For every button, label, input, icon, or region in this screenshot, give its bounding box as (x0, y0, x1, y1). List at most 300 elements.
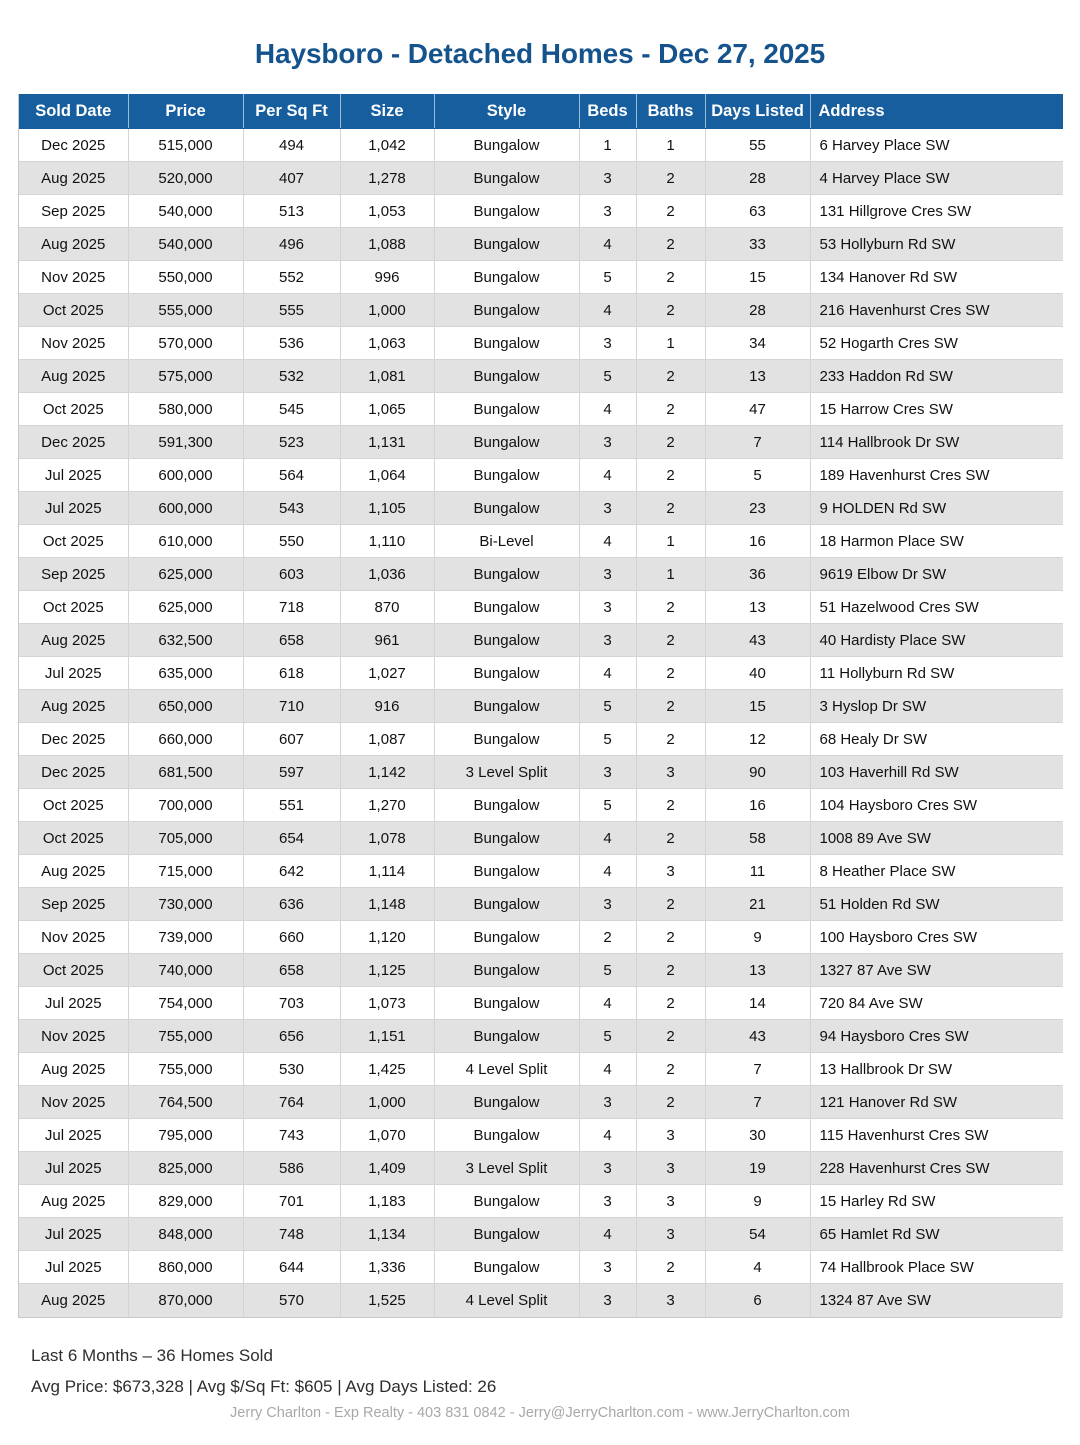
cell-style: Bungalow (434, 822, 579, 855)
cell-beds: 3 (579, 492, 636, 525)
table-row (19, 690, 1063, 723)
summary-averages: Avg Price: $673,328 | Avg $/Sq Ft: $605 | Avg Days Listed: 26 (31, 1376, 497, 1396)
cell-baths: 2 (636, 888, 705, 921)
cell-per_sq_ft: 636 (243, 888, 340, 921)
cell-per_sq_ft: 536 (243, 327, 340, 360)
cell-per_sq_ft: 564 (243, 459, 340, 492)
cell-style: Bungalow (434, 162, 579, 195)
cell-size: 1,087 (340, 723, 434, 756)
table-row (19, 1185, 1063, 1218)
table-row (19, 558, 1063, 591)
cell-size: 1,120 (340, 921, 434, 954)
cell-baths: 1 (636, 327, 705, 360)
cell-sold_date: Aug 2025 (19, 228, 128, 261)
cell-size: 1,036 (340, 558, 434, 591)
cell-style: Bungalow (434, 459, 579, 492)
cell-baths: 3 (636, 855, 705, 888)
cell-beds: 5 (579, 954, 636, 987)
cell-beds: 5 (579, 1020, 636, 1053)
cell-style: Bungalow (434, 1218, 579, 1251)
cell-beds: 4 (579, 228, 636, 261)
cell-beds: 4 (579, 1119, 636, 1152)
table-row (19, 822, 1063, 855)
table-row (19, 525, 1063, 558)
cell-per_sq_ft: 658 (243, 954, 340, 987)
cell-beds: 1 (579, 129, 636, 162)
cell-days_listed: 13 (705, 591, 810, 624)
cell-beds: 5 (579, 723, 636, 756)
cell-price: 860,000 (128, 1251, 243, 1284)
cell-address: 228 Havenhurst Cres SW (810, 1152, 1063, 1185)
cell-beds: 3 (579, 591, 636, 624)
cell-sold_date: Oct 2025 (19, 393, 128, 426)
cell-days_listed: 12 (705, 723, 810, 756)
cell-beds: 4 (579, 1053, 636, 1086)
cell-baths: 1 (636, 558, 705, 591)
table-row (19, 1119, 1063, 1152)
table-header-row (19, 94, 1063, 129)
cell-address: 13 Hallbrook Dr SW (810, 1053, 1063, 1086)
cell-baths: 2 (636, 1086, 705, 1119)
cell-baths: 3 (636, 1218, 705, 1251)
table-row (19, 888, 1063, 921)
cell-baths: 2 (636, 921, 705, 954)
cell-size: 1,425 (340, 1053, 434, 1086)
table-row (19, 162, 1063, 195)
column-header-size[interactable]: Size (340, 94, 434, 129)
cell-per_sq_ft: 618 (243, 657, 340, 690)
cell-price: 795,000 (128, 1119, 243, 1152)
cell-price: 829,000 (128, 1185, 243, 1218)
cell-style: Bungalow (434, 855, 579, 888)
cell-days_listed: 16 (705, 525, 810, 558)
table-row (19, 228, 1063, 261)
cell-size: 1,070 (340, 1119, 434, 1152)
cell-beds: 3 (579, 327, 636, 360)
table-row (19, 921, 1063, 954)
table-row (19, 294, 1063, 327)
cell-size: 1,064 (340, 459, 434, 492)
cell-style: Bungalow (434, 1251, 579, 1284)
cell-price: 520,000 (128, 162, 243, 195)
cell-style: Bungalow (434, 1020, 579, 1053)
column-header-per_sq_ft[interactable]: Per Sq Ft (243, 94, 340, 129)
cell-address: 68 Healy Dr SW (810, 723, 1063, 756)
cell-days_listed: 36 (705, 558, 810, 591)
table-row (19, 1284, 1063, 1317)
cell-baths: 2 (636, 393, 705, 426)
table-header (19, 94, 1063, 129)
cell-days_listed: 9 (705, 1185, 810, 1218)
table-row (19, 954, 1063, 987)
table-row (19, 129, 1063, 162)
cell-price: 700,000 (128, 789, 243, 822)
table-row (19, 459, 1063, 492)
report-page (0, 19, 1080, 1445)
cell-sold_date: Oct 2025 (19, 822, 128, 855)
table-row (19, 624, 1063, 657)
cell-address: 51 Holden Rd SW (810, 888, 1063, 921)
cell-days_listed: 5 (705, 459, 810, 492)
cell-per_sq_ft: 597 (243, 756, 340, 789)
cell-days_listed: 21 (705, 888, 810, 921)
cell-days_listed: 16 (705, 789, 810, 822)
cell-address: 216 Havenhurst Cres SW (810, 294, 1063, 327)
table-row (19, 327, 1063, 360)
cell-size: 1,183 (340, 1185, 434, 1218)
cell-sold_date: Aug 2025 (19, 690, 128, 723)
cell-sold_date: Oct 2025 (19, 294, 128, 327)
column-header-price[interactable]: Price (128, 94, 243, 129)
cell-baths: 2 (636, 459, 705, 492)
cell-sold_date: Dec 2025 (19, 756, 128, 789)
cell-size: 1,125 (340, 954, 434, 987)
cell-style: Bungalow (434, 261, 579, 294)
cell-address: 100 Haysboro Cres SW (810, 921, 1063, 954)
cell-sold_date: Aug 2025 (19, 1053, 128, 1086)
cell-beds: 5 (579, 360, 636, 393)
cell-baths: 2 (636, 690, 705, 723)
cell-price: 755,000 (128, 1020, 243, 1053)
cell-baths: 2 (636, 261, 705, 294)
cell-beds: 4 (579, 987, 636, 1020)
cell-price: 550,000 (128, 261, 243, 294)
cell-baths: 3 (636, 1185, 705, 1218)
cell-per_sq_ft: 603 (243, 558, 340, 591)
cell-days_listed: 7 (705, 1086, 810, 1119)
cell-price: 754,000 (128, 987, 243, 1020)
cell-style: Bungalow (434, 690, 579, 723)
cell-beds: 3 (579, 1086, 636, 1119)
cell-beds: 4 (579, 657, 636, 690)
cell-address: 1327 87 Ave SW (810, 954, 1063, 987)
cell-baths: 2 (636, 1020, 705, 1053)
cell-address: 4 Harvey Place SW (810, 162, 1063, 195)
cell-style: Bungalow (434, 954, 579, 987)
cell-sold_date: Jul 2025 (19, 1152, 128, 1185)
cell-days_listed: 15 (705, 261, 810, 294)
cell-address: 9 HOLDEN Rd SW (810, 492, 1063, 525)
cell-days_listed: 19 (705, 1152, 810, 1185)
column-header-style[interactable]: Style (434, 94, 579, 129)
cell-address: 233 Haddon Rd SW (810, 360, 1063, 393)
cell-address: 6 Harvey Place SW (810, 129, 1063, 162)
cell-beds: 3 (579, 756, 636, 789)
column-header-address[interactable]: Address (810, 94, 1063, 129)
cell-beds: 4 (579, 855, 636, 888)
cell-sold_date: Aug 2025 (19, 1185, 128, 1218)
cell-price: 715,000 (128, 855, 243, 888)
cell-size: 1,409 (340, 1152, 434, 1185)
table-row (19, 195, 1063, 228)
table-row (19, 360, 1063, 393)
cell-sold_date: Dec 2025 (19, 129, 128, 162)
cell-baths: 1 (636, 525, 705, 558)
cell-price: 755,000 (128, 1053, 243, 1086)
column-header-baths[interactable]: Baths (636, 94, 705, 129)
cell-style: Bungalow (434, 1086, 579, 1119)
cell-beds: 5 (579, 789, 636, 822)
cell-per_sq_ft: 494 (243, 129, 340, 162)
cell-baths: 2 (636, 294, 705, 327)
cell-beds: 3 (579, 624, 636, 657)
cell-style: Bungalow (434, 789, 579, 822)
cell-price: 632,500 (128, 624, 243, 657)
table-row (19, 657, 1063, 690)
cell-style: Bungalow (434, 987, 579, 1020)
cell-style: Bungalow (434, 921, 579, 954)
cell-address: 114 Hallbrook Dr SW (810, 426, 1063, 459)
cell-size: 1,110 (340, 525, 434, 558)
table-row (19, 789, 1063, 822)
cell-baths: 3 (636, 1152, 705, 1185)
cell-per_sq_ft: 543 (243, 492, 340, 525)
cell-address: 1324 87 Ave SW (810, 1284, 1063, 1317)
cell-days_listed: 9 (705, 921, 810, 954)
cell-per_sq_ft: 748 (243, 1218, 340, 1251)
cell-style: 3 Level Split (434, 1152, 579, 1185)
cell-price: 591,300 (128, 426, 243, 459)
cell-baths: 2 (636, 1053, 705, 1086)
cell-price: 705,000 (128, 822, 243, 855)
cell-days_listed: 43 (705, 1020, 810, 1053)
cell-days_listed: 13 (705, 360, 810, 393)
cell-sold_date: Sep 2025 (19, 888, 128, 921)
cell-beds: 4 (579, 393, 636, 426)
cell-days_listed: 15 (705, 690, 810, 723)
cell-size: 1,027 (340, 657, 434, 690)
cell-price: 580,000 (128, 393, 243, 426)
sales-table (19, 94, 1063, 1317)
table-row (19, 1086, 1063, 1119)
table-row (19, 1251, 1063, 1284)
footer-attribution: Jerry Charlton - Exp Realty - 403 831 0842 - Jerry@JerryCharlton.com - www.JerryCharlton.com (230, 1404, 850, 1421)
cell-size: 1,525 (340, 1284, 434, 1317)
cell-price: 600,000 (128, 492, 243, 525)
cell-beds: 4 (579, 294, 636, 327)
cell-price: 575,000 (128, 360, 243, 393)
cell-per_sq_ft: 764 (243, 1086, 340, 1119)
cell-per_sq_ft: 586 (243, 1152, 340, 1185)
cell-sold_date: Nov 2025 (19, 921, 128, 954)
cell-sold_date: Sep 2025 (19, 558, 128, 591)
cell-price: 681,500 (128, 756, 243, 789)
cell-price: 739,000 (128, 921, 243, 954)
cell-price: 570,000 (128, 327, 243, 360)
cell-address: 134 Hanover Rd SW (810, 261, 1063, 294)
column-header-days_listed[interactable]: Days Listed (705, 94, 810, 129)
cell-days_listed: 23 (705, 492, 810, 525)
cell-per_sq_ft: 523 (243, 426, 340, 459)
cell-size: 1,134 (340, 1218, 434, 1251)
cell-size: 996 (340, 261, 434, 294)
cell-address: 15 Harrow Cres SW (810, 393, 1063, 426)
cell-size: 916 (340, 690, 434, 723)
cell-per_sq_ft: 513 (243, 195, 340, 228)
cell-address: 8 Heather Place SW (810, 855, 1063, 888)
cell-baths: 1 (636, 129, 705, 162)
sales-table-container (18, 94, 1062, 1318)
cell-sold_date: Jul 2025 (19, 657, 128, 690)
cell-days_listed: 28 (705, 294, 810, 327)
cell-beds: 3 (579, 195, 636, 228)
cell-per_sq_ft: 545 (243, 393, 340, 426)
cell-beds: 5 (579, 690, 636, 723)
cell-size: 1,114 (340, 855, 434, 888)
cell-sold_date: Oct 2025 (19, 591, 128, 624)
cell-sold_date: Oct 2025 (19, 525, 128, 558)
cell-beds: 4 (579, 525, 636, 558)
cell-price: 650,000 (128, 690, 243, 723)
cell-days_listed: 11 (705, 855, 810, 888)
cell-per_sq_ft: 496 (243, 228, 340, 261)
cell-address: 9619 Elbow Dr SW (810, 558, 1063, 591)
cell-size: 1,042 (340, 129, 434, 162)
cell-size: 870 (340, 591, 434, 624)
cell-baths: 2 (636, 426, 705, 459)
cell-days_listed: 13 (705, 954, 810, 987)
cell-address: 189 Havenhurst Cres SW (810, 459, 1063, 492)
cell-baths: 2 (636, 723, 705, 756)
cell-size: 1,053 (340, 195, 434, 228)
cell-per_sq_ft: 530 (243, 1053, 340, 1086)
cell-size: 1,078 (340, 822, 434, 855)
cell-style: Bungalow (434, 657, 579, 690)
cell-style: Bungalow (434, 129, 579, 162)
cell-sold_date: Jul 2025 (19, 492, 128, 525)
cell-sold_date: Dec 2025 (19, 426, 128, 459)
cell-per_sq_ft: 701 (243, 1185, 340, 1218)
cell-address: 115 Havenhurst Cres SW (810, 1119, 1063, 1152)
cell-price: 540,000 (128, 195, 243, 228)
cell-size: 1,105 (340, 492, 434, 525)
cell-days_listed: 30 (705, 1119, 810, 1152)
cell-sold_date: Aug 2025 (19, 162, 128, 195)
table-row (19, 723, 1063, 756)
cell-style: 3 Level Split (434, 756, 579, 789)
cell-address: 720 84 Ave SW (810, 987, 1063, 1020)
cell-beds: 3 (579, 558, 636, 591)
cell-sold_date: Dec 2025 (19, 723, 128, 756)
cell-size: 1,151 (340, 1020, 434, 1053)
cell-baths: 2 (636, 987, 705, 1020)
summary-block (31, 1340, 1080, 1402)
cell-size: 1,065 (340, 393, 434, 426)
column-header-sold_date[interactable]: Sold Date (19, 94, 128, 129)
summary-homes-sold: Last 6 Months – 36 Homes Sold (31, 1345, 273, 1365)
cell-size: 961 (340, 624, 434, 657)
cell-style: Bungalow (434, 294, 579, 327)
cell-price: 600,000 (128, 459, 243, 492)
cell-per_sq_ft: 552 (243, 261, 340, 294)
cell-baths: 2 (636, 822, 705, 855)
cell-address: 131 Hillgrove Cres SW (810, 195, 1063, 228)
cell-size: 1,073 (340, 987, 434, 1020)
cell-style: Bungalow (434, 195, 579, 228)
cell-baths: 3 (636, 1119, 705, 1152)
table-row (19, 855, 1063, 888)
cell-baths: 2 (636, 954, 705, 987)
table-row (19, 426, 1063, 459)
table-row (19, 756, 1063, 789)
cell-sold_date: Aug 2025 (19, 624, 128, 657)
cell-per_sq_ft: 607 (243, 723, 340, 756)
cell-sold_date: Jul 2025 (19, 987, 128, 1020)
cell-style: Bungalow (434, 228, 579, 261)
cell-beds: 3 (579, 1185, 636, 1218)
cell-size: 1,081 (340, 360, 434, 393)
cell-per_sq_ft: 642 (243, 855, 340, 888)
cell-per_sq_ft: 710 (243, 690, 340, 723)
cell-baths: 2 (636, 1251, 705, 1284)
cell-per_sq_ft: 550 (243, 525, 340, 558)
cell-style: 4 Level Split (434, 1053, 579, 1086)
cell-days_listed: 40 (705, 657, 810, 690)
page-title: Haysboro - Detached Homes - Dec 27, 2025 (254, 37, 826, 69)
table-row (19, 987, 1063, 1020)
cell-size: 1,000 (340, 294, 434, 327)
cell-beds: 3 (579, 1152, 636, 1185)
column-header-beds[interactable]: Beds (579, 94, 636, 129)
cell-address: 65 Hamlet Rd SW (810, 1218, 1063, 1251)
cell-sold_date: Jul 2025 (19, 1218, 128, 1251)
cell-days_listed: 6 (705, 1284, 810, 1317)
cell-beds: 3 (579, 888, 636, 921)
table-row (19, 1053, 1063, 1086)
cell-style: Bi-Level (434, 525, 579, 558)
table-row (19, 1152, 1063, 1185)
cell-price: 635,000 (128, 657, 243, 690)
cell-size: 1,270 (340, 789, 434, 822)
cell-address: 51 Hazelwood Cres SW (810, 591, 1063, 624)
cell-price: 740,000 (128, 954, 243, 987)
table-row (19, 492, 1063, 525)
cell-baths: 2 (636, 657, 705, 690)
cell-address: 15 Harley Rd SW (810, 1185, 1063, 1218)
cell-price: 625,000 (128, 558, 243, 591)
table-row (19, 261, 1063, 294)
cell-per_sq_ft: 743 (243, 1119, 340, 1152)
cell-sold_date: Jul 2025 (19, 1251, 128, 1284)
cell-per_sq_ft: 703 (243, 987, 340, 1020)
cell-per_sq_ft: 644 (243, 1251, 340, 1284)
cell-size: 1,063 (340, 327, 434, 360)
cell-sold_date: Nov 2025 (19, 261, 128, 294)
cell-per_sq_ft: 532 (243, 360, 340, 393)
cell-size: 1,088 (340, 228, 434, 261)
cell-address: 121 Hanover Rd SW (810, 1086, 1063, 1119)
cell-days_listed: 7 (705, 426, 810, 459)
cell-days_listed: 33 (705, 228, 810, 261)
cell-price: 660,000 (128, 723, 243, 756)
cell-beds: 2 (579, 921, 636, 954)
table-row (19, 393, 1063, 426)
cell-style: Bungalow (434, 558, 579, 591)
cell-days_listed: 90 (705, 756, 810, 789)
cell-sold_date: Jul 2025 (19, 1119, 128, 1152)
cell-baths: 2 (636, 624, 705, 657)
cell-per_sq_ft: 570 (243, 1284, 340, 1317)
cell-per_sq_ft: 656 (243, 1020, 340, 1053)
cell-per_sq_ft: 654 (243, 822, 340, 855)
cell-address: 1008 89 Ave SW (810, 822, 1063, 855)
cell-price: 610,000 (128, 525, 243, 558)
cell-beds: 5 (579, 261, 636, 294)
cell-sold_date: Nov 2025 (19, 1086, 128, 1119)
cell-sold_date: Sep 2025 (19, 195, 128, 228)
cell-style: Bungalow (434, 591, 579, 624)
cell-sold_date: Oct 2025 (19, 954, 128, 987)
